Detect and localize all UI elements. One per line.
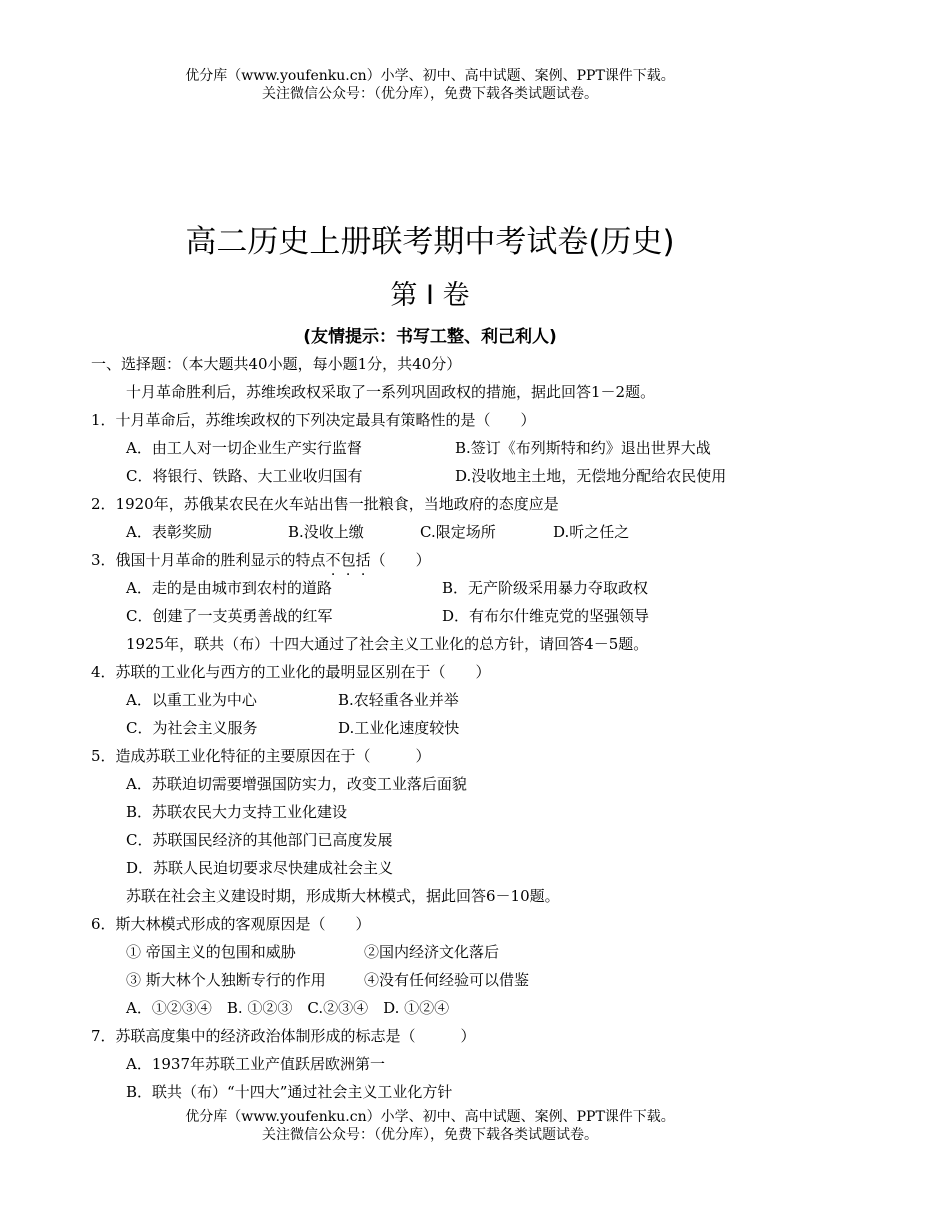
- q2-option-c: C.限定场所: [420, 523, 496, 541]
- q4-option-c: C．为社会主义服务: [126, 719, 258, 737]
- intro-3: 苏联在社会主义建设时期，形成斯大林模式，据此回答6－10题。: [126, 887, 560, 905]
- q5-option-c: C．苏联国民经济的其他部门已高度发展: [126, 831, 393, 849]
- q5-stem: 5．造成苏联工业化特征的主要原因在于（ ）: [91, 747, 431, 765]
- q2-stem: 2．1920年，苏俄某农民在火车站出售一批粮食，当地政府的态度应是: [91, 495, 559, 513]
- q2-option-d: D.听之任之: [553, 523, 630, 541]
- footer-line-2: 关注微信公众号：（优分库），免费下载各类试题试卷。: [262, 1127, 598, 1143]
- q6-item-4: ④没有任何经验可以借鉴: [364, 971, 530, 989]
- q2-option-a: A．表彰奖励: [126, 523, 212, 541]
- q3-option-b: B．无产阶级采用暴力夺取政权: [442, 579, 649, 597]
- q6-item-2: ②国内经济文化落后: [364, 943, 500, 961]
- intro-2: 1925年，联共（布）十四大通过了社会主义工业化的总方针，请回答4－5题。: [126, 635, 649, 653]
- q3-emphasis-2: 包: [340, 551, 356, 569]
- q4-stem: 4．苏联的工业化与西方的工业化的最明显区别在于（ ）: [91, 663, 491, 681]
- q3-emphasis-3: 括: [355, 551, 371, 569]
- q1-option-a: A．由工人对一切企业生产实行监督: [126, 439, 362, 457]
- q3-emphasis-1: 不: [325, 551, 341, 569]
- intro-1: 十月革命胜利后，苏维埃政权采取了一系列巩固政权的措施，据此回答1－2题。: [126, 383, 656, 401]
- q2-option-b: B.没收上缴: [288, 523, 364, 541]
- q4-option-d: D.工业化速度较快: [338, 719, 460, 737]
- volume-title: 第 I 卷: [390, 280, 470, 311]
- q3-stem: [91, 550, 431, 570]
- q5-option-d: D．苏联人民迫切要求尽快建成社会主义: [126, 859, 394, 877]
- q3-stem-post: （ ）: [370, 551, 431, 569]
- q5-option-a: A．苏联迫切需要增强国防实力，改变工业落后面貌: [126, 775, 467, 793]
- q1-option-d: D.没收地主土地，无偿地分配给农民使用: [455, 467, 727, 485]
- q7-option-a: A．1937年苏联工业产值跃居欧洲第一: [126, 1055, 386, 1073]
- q4-option-a: A．以重工业为中心: [126, 691, 257, 709]
- q5-option-b: B．苏联农民大力支持工业化建设: [126, 803, 348, 821]
- section-heading: 一、选择题：（本大题共40小题，每小题1分，共40分）: [91, 355, 462, 373]
- q7-option-b: B．联共（布）“十四大”通过社会主义工业化方针: [126, 1083, 453, 1101]
- q4-option-b: B.农轻重各业并举: [338, 691, 459, 709]
- q7-stem: 7．苏联高度集中的经济政治体制形成的标志是（ ）: [91, 1027, 476, 1045]
- friendly-tip: (友情提示：书写工整、利己利人): [303, 327, 557, 347]
- q3-option-a: A．走的是由城市到农村的道路: [126, 579, 332, 597]
- footer-line-1: 优分库（www.youfenku.cn）小学、初中、高中试题、案例、PPT课件下载。: [185, 1109, 675, 1125]
- q3-option-c: C．创建了一支英勇善战的红军: [126, 607, 333, 625]
- q6-answers: A．①②③④ B. ①②③ C.②③④ D. ①②④: [126, 999, 450, 1017]
- exam-title: 高二历史上册联考期中考试卷(历史): [185, 224, 675, 260]
- q6-stem: 6．斯大林模式形成的客观原因是（ ）: [91, 915, 371, 933]
- q3-stem-pre: 3．俄国十月革命的胜利显示的特点: [91, 551, 326, 569]
- q1-option-b: B.签订《布列斯特和约》退出世界大战: [455, 439, 711, 457]
- q6-item-3: ③ 斯大林个人独断专行的作用: [126, 971, 326, 989]
- q1-stem: 1．十月革命后，苏维埃政权的下列决定最具有策略性的是（ ）: [91, 411, 536, 429]
- q6-item-1: ① 帝国主义的包围和威胁: [126, 943, 296, 961]
- header-line-1: 优分库（www.youfenku.cn）小学、初中、高中试题、案例、PPT课件下载。: [185, 68, 675, 84]
- header-line-2: 关注微信公众号：（优分库），免费下载各类试题试卷。: [262, 86, 598, 102]
- q3-option-d: D．有布尔什维克党的坚强领导: [442, 607, 650, 625]
- q1-option-c: C．将银行、铁路、大工业收归国有: [126, 467, 363, 485]
